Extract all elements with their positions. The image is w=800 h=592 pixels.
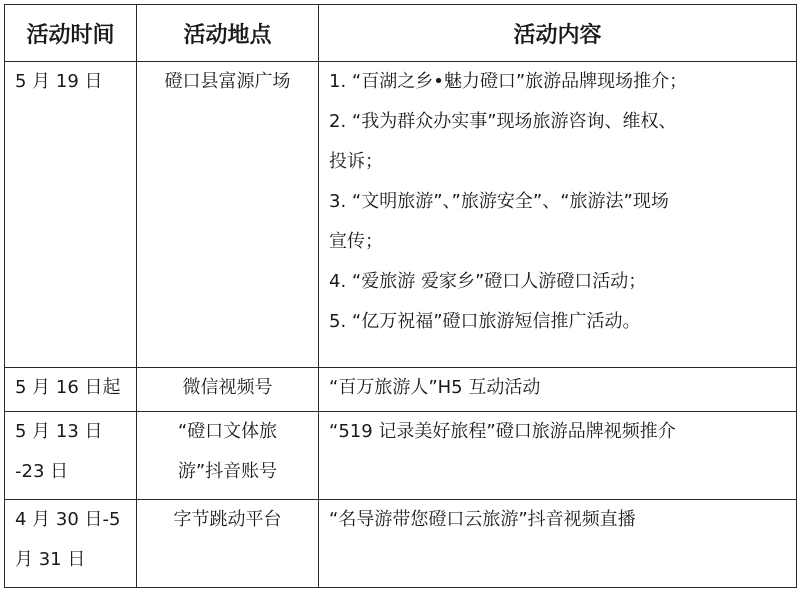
time-cell	[5, 500, 137, 588]
place-text: 游”抖音账号	[177, 461, 278, 482]
place-cell	[137, 368, 319, 412]
table-row	[5, 368, 797, 412]
place-text: 字节跳动平台	[173, 509, 282, 530]
table-row	[5, 62, 797, 368]
place-text: 微信视频号	[182, 377, 273, 398]
table-row	[5, 412, 797, 500]
content-line: 1. “百湖之乡•魅力磴口”旅游品牌现场推介；	[329, 71, 688, 92]
place-cell	[137, 412, 319, 500]
content-line: 2. “我为群众办实事”现场旅游咨询、维权、	[329, 111, 677, 132]
place-text: 磴口县富源广场	[164, 71, 291, 92]
time-text: 5 月 16 日起	[15, 377, 121, 398]
time-text: 月 31 日	[15, 549, 86, 570]
time-text: 5 月 19 日	[15, 71, 103, 92]
content-line: “519 记录美好旅程”磴口旅游品牌视频推介	[329, 421, 676, 442]
content-line: 宣传；	[329, 231, 383, 252]
header-time: 活动时间	[5, 5, 137, 62]
header-row	[5, 5, 797, 62]
content-line: 5. “亿万祝福”磴口旅游短信推广活动。	[329, 311, 641, 332]
header-place: 活动地点	[137, 5, 319, 62]
place-cell	[137, 62, 319, 368]
content-cell	[319, 368, 797, 412]
time-text: 4 月 30 日-5	[15, 509, 121, 530]
table-row	[5, 500, 797, 588]
time-cell	[5, 368, 137, 412]
place-cell	[137, 500, 319, 588]
activity-table	[4, 4, 797, 588]
time-cell	[5, 62, 137, 368]
content-line: 3. “文明旅游”、”旅游安全”、“旅游法”现场	[329, 191, 669, 212]
content-line: 4. “爱旅游 爱家乡”磴口人游磴口活动；	[329, 271, 647, 292]
content-cell	[319, 62, 797, 368]
time-text: -23 日	[15, 461, 69, 482]
time-cell	[5, 412, 137, 500]
content-line: “名导游带您磴口云旅游”抖音视频直播	[329, 509, 636, 530]
time-text: 5 月 13 日	[15, 421, 103, 442]
content-cell	[319, 500, 797, 588]
content-line: 投诉；	[329, 151, 383, 172]
header-content: 活动内容	[319, 5, 797, 62]
content-cell	[319, 412, 797, 500]
place-text: “磴口文体旅	[177, 421, 278, 442]
content-line: “百万旅游人”H5 互动活动	[329, 377, 541, 398]
